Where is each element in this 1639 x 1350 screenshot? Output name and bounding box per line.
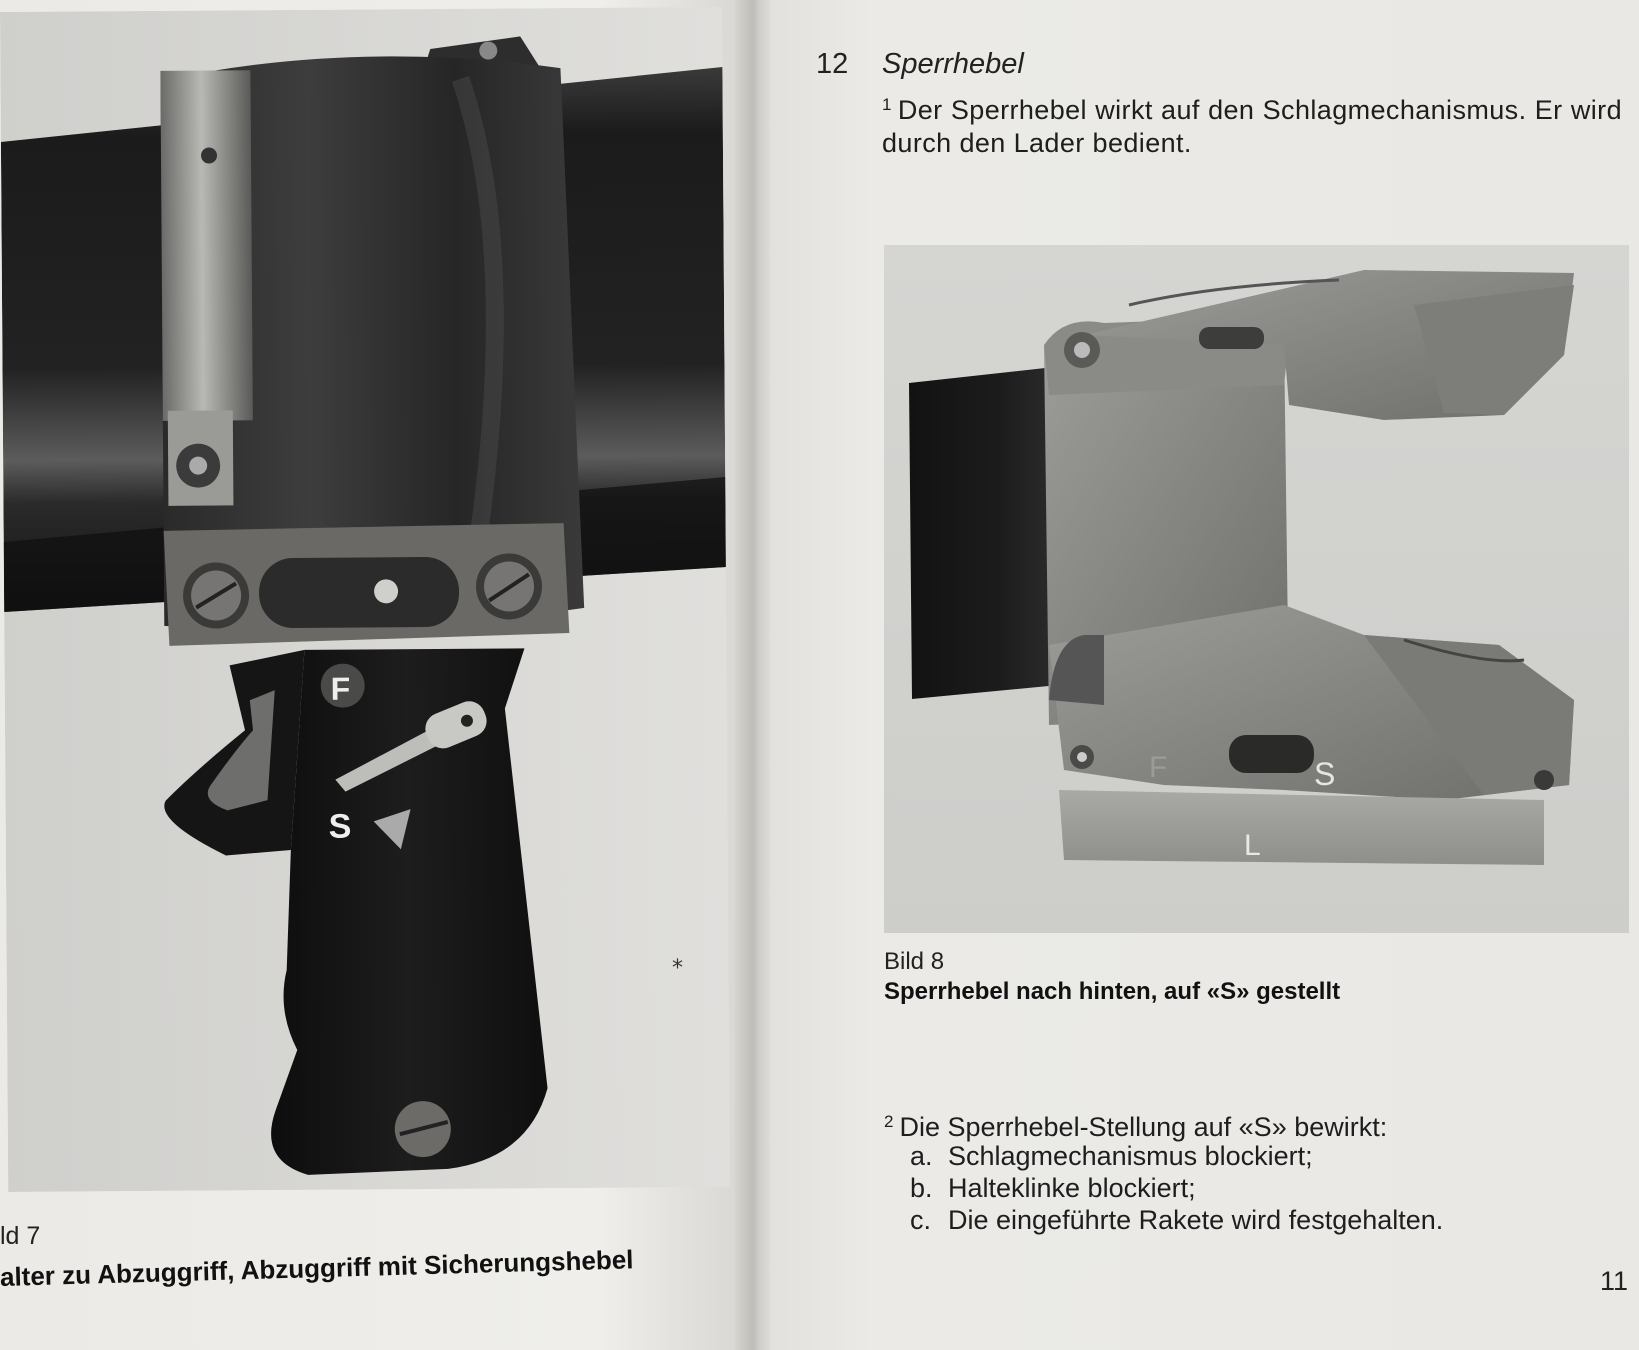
list-item — [910, 1172, 1443, 1204]
list-item — [910, 1140, 1443, 1172]
section-number: 12 — [816, 48, 849, 80]
photo-letter-f: F — [330, 670, 351, 707]
photo-letter-s: S — [328, 807, 352, 846]
paragraph-2-marker: 2 — [884, 1112, 894, 1131]
list-item-marker: b. — [910, 1173, 933, 1203]
figure-8-label: Bild 8 — [884, 948, 945, 975]
ink-speck: ⁎ — [672, 948, 683, 973]
list-item-text: Schlagmechanismus blockiert; — [948, 1141, 1313, 1171]
paragraph-1-marker: 1 — [882, 95, 892, 114]
photo-letter-s: S — [1314, 756, 1336, 792]
list-item-text: Die eingeführte Rakete wird festgehalten. — [948, 1205, 1444, 1235]
list-item — [910, 1204, 1443, 1236]
effects-list — [910, 1140, 1443, 1236]
photo-letter-f: F — [1149, 751, 1168, 784]
photo-locking-lever — [884, 245, 1629, 933]
list-item-marker: c. — [910, 1205, 932, 1235]
section-title: Sperrhebel — [882, 48, 1024, 80]
photo-letter-l: L — [1244, 829, 1261, 862]
photo-trigger-grip — [0, 7, 730, 1192]
book-gutter — [735, 0, 775, 1350]
paragraph-2 — [884, 1106, 1387, 1143]
page-number: 11 — [1600, 1266, 1629, 1296]
figure-7-caption: alter zu Abzuggriff, Abzuggriff mit Sicherungshebel — [0, 1244, 634, 1292]
figure-7-label: ld 7 — [0, 1222, 41, 1250]
paragraph-1-text: Der Sperrhebel wirkt auf den Schlagmechanismus. Er wird durch den Lader bedient. — [882, 95, 1622, 158]
paragraph-2-text: Die Sperrhebel-Stellung auf «S» bewirkt: — [899, 1112, 1388, 1142]
list-item-text: Halteklinke blockiert; — [948, 1173, 1196, 1203]
paragraph-1 — [882, 88, 1622, 160]
figure-8-caption: Sperrhebel nach hinten, auf «S» gestellt — [884, 978, 1341, 1005]
list-item-marker: a. — [910, 1141, 933, 1171]
